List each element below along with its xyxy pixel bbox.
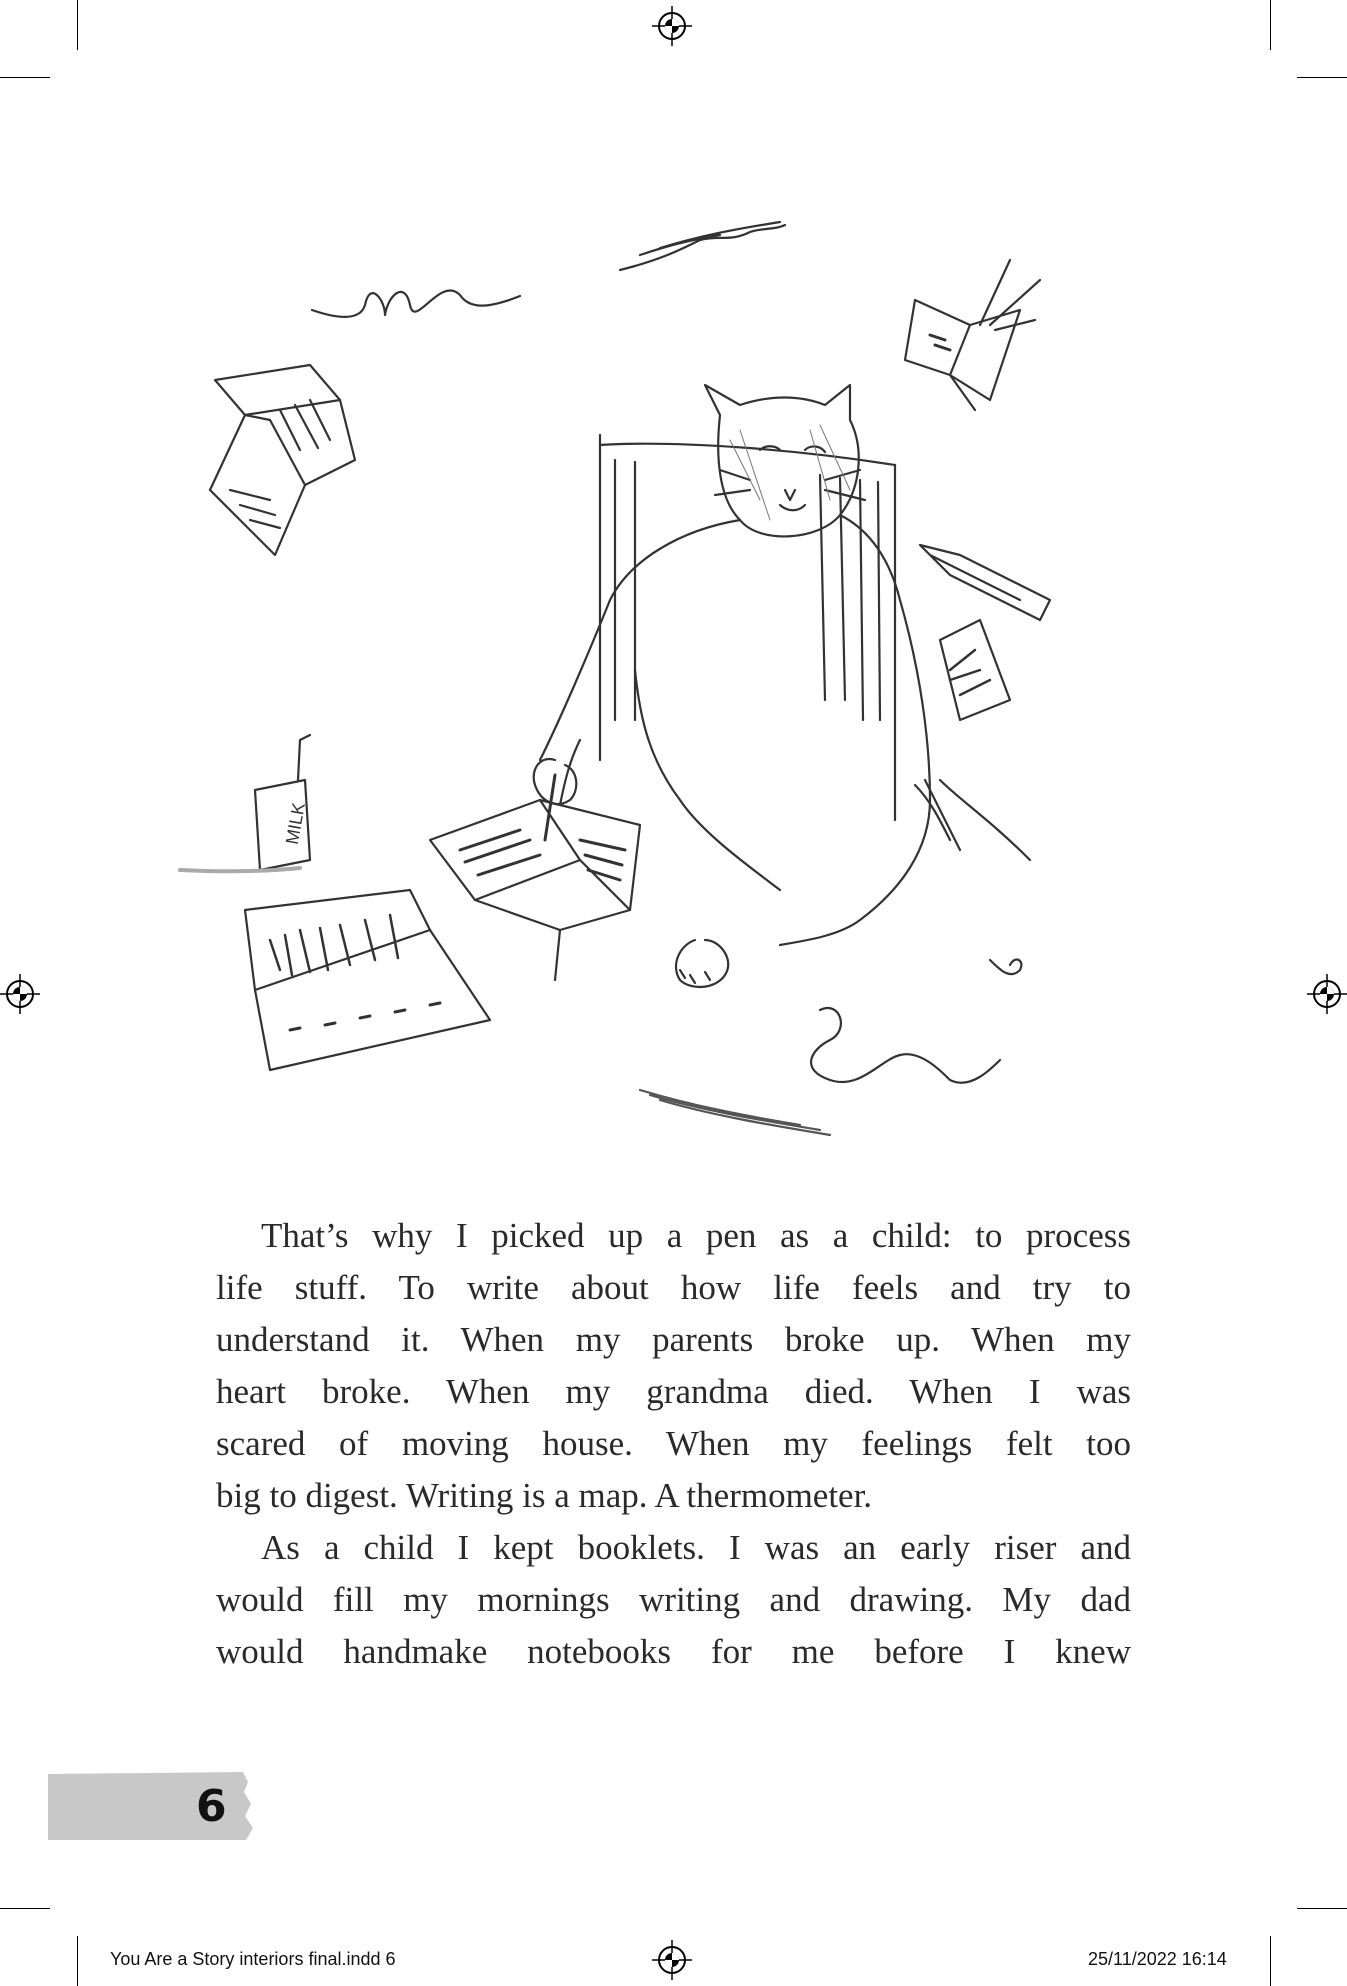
scribble-right-middle — [915, 780, 1030, 860]
text-line: big to digest. Writing is a map. A thermometer. — [216, 1476, 873, 1515]
registration-mark-right-icon — [1307, 974, 1347, 1014]
scribble-bottom — [640, 1090, 830, 1135]
body-text — [216, 1210, 1131, 1678]
crop-mark-top-right-h — [1297, 77, 1347, 78]
slug-file-info: You Are a Story interiors final.indd 6 — [110, 1949, 396, 1969]
milk-carton — [180, 735, 310, 871]
slug-date-time: 25/11/2022 16:14 — [1088, 1949, 1227, 1969]
crop-mark-top-left-v — [77, 0, 78, 50]
book-top-right — [905, 260, 1040, 410]
cat-body — [540, 515, 930, 945]
text-line: As a child I kept booklets. I was an early riser and — [261, 1528, 1131, 1567]
crop-mark-bottom-right-h — [1297, 1908, 1347, 1909]
text-line: heart broke. When my grandma died. When I was — [216, 1372, 1131, 1411]
text-line: That’s why I picked up a pen as a child: to process — [261, 1216, 1131, 1255]
registration-mark-top-icon — [652, 6, 692, 46]
notebook-writing — [430, 800, 640, 980]
chair — [600, 435, 895, 820]
registration-mark-left-icon — [0, 974, 40, 1014]
book-right-small — [940, 620, 1010, 720]
crop-mark-bottom-left-h — [0, 1908, 50, 1909]
scribble-top-right — [620, 222, 785, 270]
crop-mark-top-right-v — [1270, 0, 1271, 50]
paragraph-1 — [216, 1210, 1131, 1522]
crop-mark-top-left-h — [0, 77, 50, 78]
text-line: life stuff. To write about how life feels and try to — [216, 1268, 1131, 1307]
cat-paw-resting — [676, 940, 728, 987]
page-number: 6 — [196, 1781, 227, 1832]
scribble-top-left — [312, 291, 520, 317]
notebook-bottom-left — [245, 890, 490, 1070]
registration-mark-bottom-icon — [652, 1940, 692, 1980]
cat-writing-illustration — [160, 200, 1100, 1170]
pencil-right — [920, 545, 1050, 620]
book-top-left — [210, 365, 355, 555]
text-line: scared of moving house. When my feelings felt too — [216, 1424, 1131, 1463]
crop-mark-bottom-left-v — [77, 1936, 78, 1986]
scribble-bottom-right — [811, 960, 1021, 1083]
paragraph-2 — [216, 1522, 1131, 1678]
svg-text:MILK: MILK — [281, 801, 309, 846]
text-line: understand it. When my parents broke up. When my — [216, 1320, 1131, 1359]
crop-mark-bottom-right-v — [1270, 1936, 1271, 1986]
text-line: would fill my mornings writing and drawing. My dad — [216, 1580, 1131, 1619]
cat-head — [705, 385, 865, 536]
text-line: would handmake notebooks for me before I knew — [216, 1632, 1131, 1671]
